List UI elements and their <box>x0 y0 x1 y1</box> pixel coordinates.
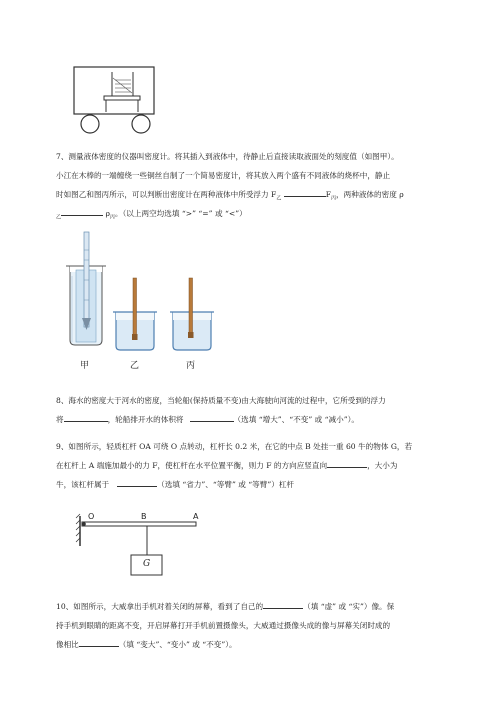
q7-line-3: 时如图乙和图丙所示，可以判断出密度计在两种液体中所受浮力 $F_乙$ $F_丙$，两种液体的密度 ρ <box>56 185 404 209</box>
fig-label-bing: 丙 <box>186 361 196 371</box>
q8-line-1: 8、海水的密度大于河水的密度，当轮船(保持质量不变)由大海驶向河流的过程中，它所受到的浮力 <box>56 396 386 405</box>
q10-line-1: 10、如图所示，大威拿出手机对着关闭的屏幕，看到了自己的 （填 “虚” 或 “实”）像。保 <box>56 597 394 616</box>
q8-line-2: 将 ，轮船排开水的体积将 （选填 “增大”、“不变” 或 “减小”）。 <box>56 410 359 429</box>
q9-line-2: 在杠杆上 A 端施加最小的力 F，使杠杆在水平位置平衡，则力 F 的方向应竖直向 ，大小为 <box>56 456 397 475</box>
lever-label-b: B <box>141 512 147 521</box>
lever-label-g: G <box>143 559 151 569</box>
q7-line-2: 小江在木棒的一端缠绕一些铜丝自制了一个简易密度计，将其放入两个盛有不同液体的烧杯中，静止 <box>56 171 391 180</box>
q9-line-1: 9、如图所示，轻质杠杆 OA 可绕 O 点转动，杠杆长 0.2 米，在它的中点 B 处挂一重 60 牛的物体 G，若 <box>56 442 413 451</box>
q10-line-2: 持手机到眼睛的距离不变，开启屏幕打开手机前置摄像头，大威通过摄像头成的像与屏幕关闭时成的 <box>56 621 391 630</box>
fig-label-yi: 乙 <box>130 361 140 371</box>
q10-blank-2[interactable] <box>79 637 119 647</box>
q9-line-3: 牛，该杠杆属于 （选填 “省力”、“等臂” 或 “等臂”）杠杆 <box>56 475 294 494</box>
lever-label-a: A <box>193 512 199 521</box>
q10-line-3: 像相比 （填 “变大”、“变小” 或 “不变”）。 <box>56 635 237 654</box>
q7-line-4: $_乙$ $\rho_丙$。（以上两空均选填 “>” “=” 或 “<”） <box>56 204 247 228</box>
q10-blank-1[interactable] <box>263 599 303 609</box>
lever-label-o: O <box>88 512 95 521</box>
q7-line-1: 7、测量液体密度的仪器叫密度计。将其插入到液体中，待静止后直接读取液面处的刻度值（如图甲）。 <box>56 152 399 161</box>
fig-label-jia: 甲 <box>80 361 90 371</box>
